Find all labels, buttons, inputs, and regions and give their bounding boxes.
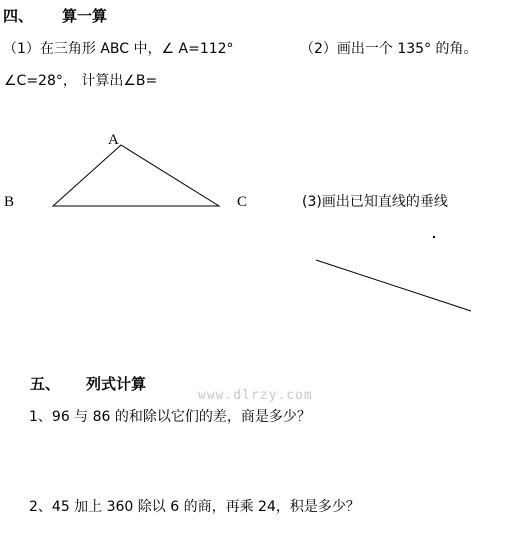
- triangle-abc: [53, 145, 219, 206]
- section-5-title: 列式计算: [86, 375, 147, 393]
- question-1-line-2: ∠C=28°， 计算出∠B=: [4, 73, 158, 89]
- given-line: [316, 260, 471, 311]
- section-4-number: 四、: [3, 7, 34, 25]
- question-3: (3)画出已知直线的垂线: [302, 194, 448, 210]
- vertex-a-label: A: [108, 132, 119, 148]
- question-1-line-1: （1）在三角形 ABC 中，∠ A=112°: [3, 41, 234, 57]
- question-2: （2）画出一个 135° 的角。: [300, 41, 478, 57]
- calc-question-2: 2、45 加上 360 除以 6 的商，再乘 24，积是多少？: [29, 499, 360, 515]
- section-4-title: 算一算: [62, 7, 108, 25]
- calc-question-1: 1、96 与 86 的和除以它们的差，商是多少？: [29, 409, 311, 425]
- given-point: [433, 236, 435, 238]
- section-5-number: 五、: [30, 375, 61, 393]
- watermark: www.dlrzy.com: [198, 388, 313, 403]
- vertex-c-label: C: [237, 194, 248, 210]
- vertex-b-label: B: [4, 194, 15, 210]
